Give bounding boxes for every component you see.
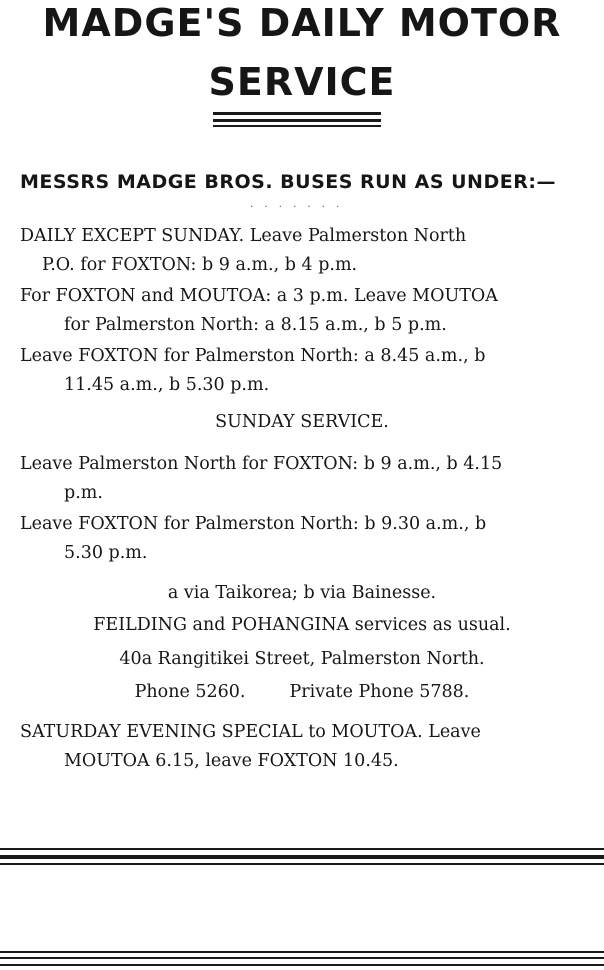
saturday-special	[20, 718, 586, 776]
other-services: FEILDING and POHANGINA services as usual.	[93, 615, 511, 635]
route-key: a via Taikorea; b via Bainesse.	[167, 583, 437, 603]
paragraph-line: For FOXTON and MOUTOA: a 3 p.m. Leave MOUTOA	[20, 286, 498, 306]
print-specks: · · · · · · ·	[250, 202, 344, 213]
weekday-service-2	[20, 282, 586, 340]
paragraph-line: 5.30 p.m.	[64, 543, 148, 563]
paragraph-line: p.m.	[64, 483, 103, 503]
paragraph-line: Leave FOXTON for Palmerston North: a 8.45 a.m., b	[20, 346, 486, 366]
advert-title-service: SERVICE	[208, 60, 396, 104]
phone: Phone 5260.	[134, 682, 246, 702]
page-bottom-rule	[0, 951, 604, 953]
title-underline	[213, 125, 381, 127]
weekday-service-1	[20, 222, 586, 280]
sunday-service-title: SUNDAY SERVICE.	[215, 412, 389, 432]
paragraph-line: Leave Palmerston North for FOXTON: b 9 a.m., b 4.15	[20, 454, 503, 474]
sunday-service-2	[20, 510, 586, 568]
section-divider	[0, 848, 604, 850]
subheading: MESSRS MADGE BROS. BUSES RUN AS UNDER:—	[20, 171, 556, 193]
section-divider	[0, 855, 604, 859]
page-bottom-rule	[0, 957, 604, 959]
advert-title: MADGE'S DAILY MOTOR	[42, 1, 562, 45]
weekday-service-3	[20, 342, 586, 400]
title-underline	[213, 119, 381, 122]
section-divider	[0, 863, 604, 865]
paragraph-line: P.O. for FOXTON: b 9 a.m., b 4 p.m.	[42, 255, 358, 275]
paragraph-line: MOUTOA 6.15, leave FOXTON 10.45.	[64, 751, 399, 771]
sunday-service-1	[20, 450, 586, 508]
paragraph-line: DAILY EXCEPT SUNDAY. Leave Palmerston North	[20, 226, 467, 246]
paragraph-line: Leave FOXTON for Palmerston North: b 9.30 a.m., b	[20, 514, 487, 534]
paragraph-line: 11.45 a.m., b 5.30 p.m.	[64, 375, 270, 395]
paragraph-line: for Palmerston North: a 8.15 a.m., b 5 p.m.	[64, 315, 447, 335]
paragraph-line: SATURDAY EVENING SPECIAL to MOUTOA. Leave	[20, 722, 481, 742]
private-phone: Private Phone 5788.	[289, 682, 470, 702]
page-bottom-rule	[0, 964, 604, 966]
title-underline	[213, 112, 381, 115]
address: 40a Rangitikei Street, Palmerston North.	[119, 649, 485, 669]
phone-numbers	[0, 678, 604, 707]
